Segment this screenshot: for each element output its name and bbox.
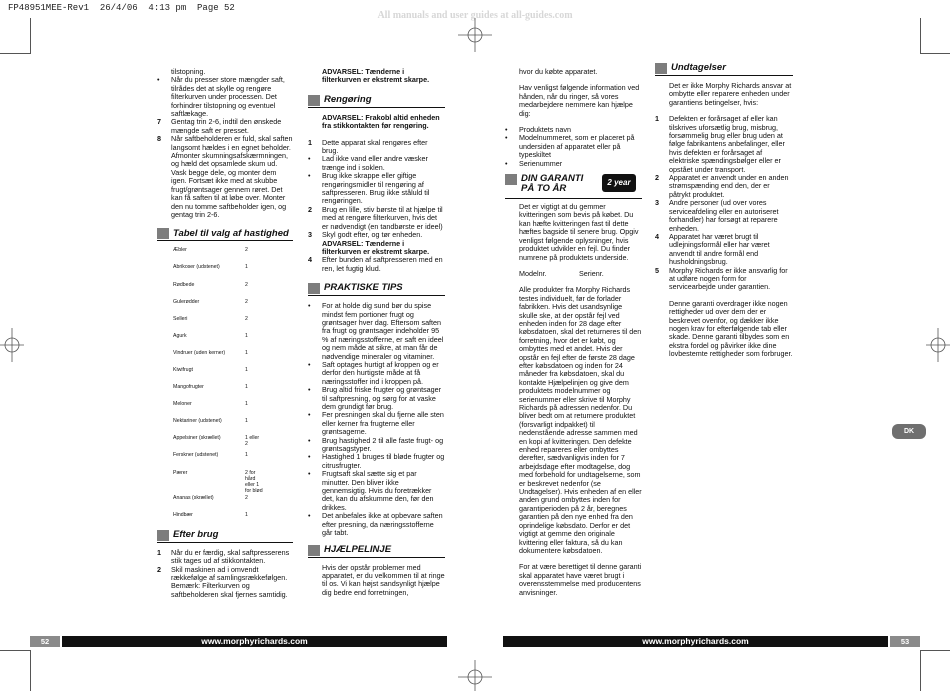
crop-mark: [30, 18, 31, 54]
list-item: 1 Dette apparat skal rengøres efter brug.: [308, 137, 428, 156]
paragraph: hvor du købte apparatet.: [519, 67, 598, 76]
table-row: Vindruer (uden kerner) 1: [173, 349, 248, 356]
section-square-icon: [655, 63, 667, 74]
footer-url-right: www.morphyrichards.com: [503, 636, 888, 647]
table-row: Ferskner (udstenet) 1: [173, 452, 248, 459]
section-square-icon: [505, 174, 517, 185]
paragraph: Hav venligst følgende information ved hånden, når du ringer, så vores medarbejdere nemmere kan hjælpe dig:: [519, 83, 640, 118]
list-item: • Serienummer: [505, 158, 563, 168]
model-label: Modelnr.: [519, 268, 547, 278]
warning-text: ADVARSEL: Tænderne i filterkurven er ekstremt skarpe.: [322, 67, 430, 85]
section-heading-after-use: [157, 529, 293, 543]
list-item: • Det anbefales ikke at opbevare saften efter presning, da næringsstofferne går tabt.: [308, 511, 443, 538]
section-title: PRAKTISKE TIPS: [324, 282, 403, 294]
list-item: tilstopning.: [171, 67, 206, 76]
list-item: 2 Apparatet er anvendt under en anden strømspænding end den, der er påtrykt produktet.: [655, 173, 789, 199]
list-item: 3 Skyl godt efter, og tør enheden.: [308, 230, 423, 240]
crop-mark: [920, 18, 921, 54]
table-row: Mangofrugter 1: [173, 384, 248, 391]
list-item: • Brug altid friske frugter og grøntsager til saftpresning, og sørg for at vaske dem grundigt før brug.: [308, 385, 442, 411]
section-title: Rengøring: [324, 94, 372, 106]
list-item: 4 Apparatet har været brugt til udlejningsformål eller har været anvendt til andre formål end husholdningsbrug.: [655, 231, 770, 267]
table-row: Meloner 1: [173, 401, 248, 408]
column-4: [655, 62, 793, 367]
section-square-icon: [157, 228, 169, 239]
two-year-badge: 2 year: [602, 174, 636, 192]
list-item: • Lad ikke vand eller andre væsker trænge ind i soklen.: [308, 154, 428, 172]
model-serial-line: [505, 270, 642, 278]
list-item: • Hastighed 1 bruges til bløde frugter og citrusfrugter.: [308, 452, 445, 470]
list-item: • Saft optages hurtigt af kroppen og er derfor den hurtigste måde at få næringsstoffer ind i kroppen på.: [308, 359, 439, 386]
column-1: [157, 68, 293, 599]
table-row: Pærer 2 for hård eller 1 for blød: [173, 469, 263, 494]
list-item: 8 Når saftbeholderen er fuld, skal saften langsomt hældes i en egnet beholder. Afmonter skumningsafskærmningen, og hæld det opsamlede skum ud. Vask begge dele, og monter dem igen. Fortsæt ikke med at skubbe frugt/grøntsager gennem røret. Det kan få saften til at løbe over. Monter den nu tomme saftbeholder igen, og gentag trin 2-6.: [157, 134, 293, 219]
page-number-left: 52: [30, 636, 60, 647]
crop-mark: [921, 53, 950, 54]
list-item: • Når du presser store mængder saft, tilrådes det at skylle og rengøre filterkurven under processen. Det forhindrer tilstopning og eventuel saftlækage.: [157, 75, 285, 119]
warning-text: ADVARSEL: Frakobl altid enheden fra stikkontakten før rengøring.: [322, 112, 440, 131]
column-3: [505, 68, 642, 605]
section-square-icon: [308, 95, 320, 106]
table-row: Gulerødder 2: [173, 298, 248, 305]
section-title: Undtagelser: [671, 62, 726, 74]
warning-text: ADVARSEL: Tænderne i filterkurven er ekstremt skarpe.: [322, 238, 430, 256]
registration-mark-right: [926, 328, 950, 362]
list-item: • Produktets navn: [505, 125, 571, 135]
list-item: • Brug hastighed 2 til alle faste frugt- og grøntsagstyper.: [308, 435, 444, 454]
table-row: Abrikoser (udstenet) 1: [173, 264, 248, 271]
registration-mark-bottom: [458, 660, 492, 691]
table-row: Selleri 2: [173, 315, 248, 322]
crop-mark: [921, 650, 950, 651]
paragraph: Denne garanti overdrager ikke nogen rettigheder ud over dem der er beskrevet ovenfor, og dækker ikke nogen krav for efterfølgende tab eller skade. Denne garanti tilbydes som en ekstra fordel og påvirker ikke dine lovbestemte rettigheder som forbruger.: [669, 298, 793, 359]
section-heading-exclusions: [655, 62, 793, 76]
watermark: All manuals and user guides at all-guides.com: [377, 10, 573, 21]
section-heading-guarantee: [505, 174, 642, 199]
crop-mark: [30, 650, 31, 691]
paragraph: Det er ikke Morphy Richards ansvar at ombytte eller reparere enheden under garantiens betingelser, hvis:: [669, 81, 792, 107]
paragraph: For at være berettiget til denne garanti skal apparatet have været brugt i overensstemmelse med producentens anvisninger.: [519, 562, 642, 597]
table-row: Æbler 2: [173, 247, 248, 254]
list-item: • Fer presningen skal du fjerne alle sten eller kerner fra frugterne eller grøntsagerne.: [308, 410, 444, 437]
list-item: 2 Skil maskinen ad i omvendt rækkefølge af samlingsrækkefølgen. Bemærk: Filterkurven og saftbeholderen skal fjernes samtidig.: [157, 564, 288, 599]
registration-mark-top: [458, 18, 492, 52]
registration-mark-left: [0, 328, 24, 362]
table-row: Nektariner (udstenet) 1: [173, 418, 248, 425]
footer-url-left: www.morphyrichards.com: [62, 636, 447, 647]
crop-mark: [0, 650, 30, 651]
section-title: Tabel til valg af hastighed: [173, 227, 289, 239]
serial-label: Serienr.: [579, 268, 604, 278]
page-number-right: 53: [890, 636, 920, 647]
list-item: 3 Andre personer (ud over vores serviceafdeling eller en autoriseret forhandler) har forsøgt at reparere enheden.: [655, 198, 779, 233]
section-title: PÅ TO ÅR: [521, 183, 567, 195]
intro-list: [157, 68, 293, 219]
section-heading-tips: [308, 282, 445, 296]
table-row: Hindbær 1: [173, 511, 248, 518]
list-item: 4 Efter bunden af saftpresseren med en ren, let fugtig klud.: [308, 255, 443, 273]
list-item: • Brug ikke skrappe eller giftige rengøringsmidler til rengøring af saftpresseren. Brug ikke ståluld til rengøringen.: [308, 171, 430, 206]
column-2: [308, 68, 445, 597]
table-row: Rødbede 2: [173, 281, 248, 288]
list-item: 2 Brug en lille, stiv børste til at hjælpe til med at rengøre filterkurven, hvis det er nødvendigt (en tandbørste er ideel): [308, 204, 443, 231]
language-tab: DK: [892, 424, 926, 439]
list-item: 5 Morphy Richards er ikke ansvarlig for at udføre nogen form for servicearbejde under garantien.: [655, 265, 788, 292]
table-row: Agurk 1: [173, 332, 248, 339]
section-heading-helpline: [308, 544, 445, 558]
list-item: 1 Når du er færdig, skal saftpresserens stik tages ud af stikkontakten.: [157, 547, 290, 566]
table-row: Kiwifrugt 1: [173, 366, 248, 373]
speed-table: [173, 247, 263, 528]
list-item: • For at holde dig sund bør du spise mindst fem portioner frugt og grøntsager hver dag. Eftersom saften fra frugt og grøntsager indeholder 95 % af næringsstofferne, er saft en ideel og nem måde at sikre, at man får de nødvendige mineraler og vitaminer.: [308, 301, 444, 361]
section-square-icon: [308, 283, 320, 294]
helpline-text: Hvis der opstår problemer med apparatet, er du velkommen til at ringe til os. Vi kan højst sandsynligt hjælpe dig bedre end forretningen,: [322, 562, 445, 597]
crop-mark: [920, 650, 921, 691]
section-title: DIN GARANTI: [521, 173, 584, 185]
section-heading-cleaning: [308, 94, 445, 108]
table-row: Appelsiner (skrællet) 1 eller 2: [173, 435, 260, 448]
section-square-icon: [157, 530, 169, 541]
paragraph: Det er vigtigt at du gemmer kvitteringen som bevis på købet. Du kan hæfte kvitteringen fast til dette hæftes bagside til senere brug. Opgiv venligst følgende oplysninger, hvis produktet udvikler en fejl. Du finder numrene på produktets underside.: [519, 202, 639, 262]
crop-mark: [0, 53, 30, 54]
list-item: • Modelnummeret, som er placeret på undersiden af apparatet eller på typeskiltet: [505, 133, 635, 160]
section-title: HJÆLPELINJE: [324, 543, 392, 555]
list-item: 1 Defekten er forårsaget af eller kan tilskrives uforsætlig brug, misbrug, forsømmelig brug eller brug uden at følge fabrikantens anbefalinger, eller hvis defekten er forårsaget af elektriske spændingsbølger eller er opstået under transport.: [655, 114, 785, 174]
section-square-icon: [308, 545, 320, 556]
print-header: FP48951MEE-Rev1 26/4/06 4:13 pm Page 52: [8, 3, 235, 13]
paragraph: Alle produkter fra Morphy Richards testes individuelt, før de forlader fabrikken. Hvis det usandsynlige skulle ske, at der opstår fejl ved enheden inden for 28 dage efter købsdatoen, skal det returneres til den forretning, hvor det er købt, og ombyttes med et andet. Hvis der opstår en fejl efter de første 28 dage efter købsdatoen og inden for 24 måneder fra købsdatoen, skal du kontakte Hjælpelinjen og give dem produktets modelnummer og serienummer eller skrive til Morphy Richards på adressen nedenfor. Du bliver bedt om at returnere produktet (forsvarligt indpakket) til nedenstående adresse sammen med en kopi af kvitteringen. Den defekte enhed repareres eller ombyttes derefter, sædvanligvis inden for 7 arbejdsdage efter modtagelse, dog med forbehold for undtagelserne, som er beskrevet nedenfor (se Undtagelser). Hvis enheden af en eller anden grund ombyttes inden for garantiperioden på 2 år, beregnes garantien på den nye enhed fra den oprindelige købsdato. Derfor er det vigtigt at gemme den originale kvittering eller faktura, så du kan dokumentere købsdatoen.: [519, 285, 642, 555]
section-heading-speed-table: [157, 227, 293, 241]
list-item: 7 Gentag trin 2-6, indtil den ønskede mængde saft er presset.: [157, 117, 282, 135]
table-row: Ananas (skrællet) 2: [173, 494, 248, 501]
list-item: • Frugtsaft skal sætte sig et par minutter. Den bliver ikke gennemsigtig. Hvis du foretrækker det, kan du afskumme den, før den drikkes.: [308, 469, 434, 512]
section-title: Efter brug: [173, 529, 219, 541]
